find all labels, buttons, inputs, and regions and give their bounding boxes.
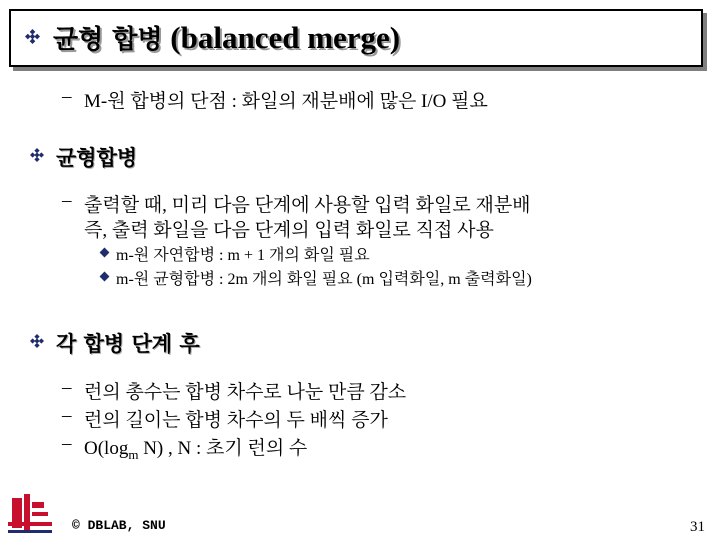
diamond-cluster-icon bbox=[30, 148, 44, 162]
title-hangul: 균형 합병 bbox=[53, 25, 163, 55]
section-heading: 균형합병 bbox=[56, 146, 138, 170]
sub-bullet-text: m-원 균형합병 : 2m 개의 화일 필요 (m 입력화일, m 출력화일) bbox=[116, 271, 532, 288]
small-diamond-icon bbox=[100, 248, 110, 258]
dash-bullet: – bbox=[62, 377, 72, 398]
bullet-text: 즉, 출력 화일을 다음 단계의 입력 화일로 직접 사용 bbox=[84, 220, 494, 241]
dash-bullet: – bbox=[62, 86, 72, 107]
snu-dblab-logo bbox=[4, 492, 54, 536]
formula-part: O(log bbox=[84, 438, 129, 459]
dash-bullet: – bbox=[62, 190, 72, 211]
small-diamond-icon bbox=[100, 272, 110, 282]
bullet-text: 런의 길이는 합병 차수의 두 배씩 증가 bbox=[84, 410, 388, 431]
bullet-text: 런의 총수는 합병 차수로 나눈 만큼 감소 bbox=[84, 382, 407, 403]
title-box bbox=[9, 9, 703, 67]
page-title bbox=[53, 19, 400, 56]
bullet-text bbox=[84, 433, 307, 463]
formula-subscript: m bbox=[128, 446, 139, 462]
diamond-cluster-icon bbox=[30, 334, 44, 348]
sub-bullet-text: m-원 자연합병 : m + 1 개의 화일 필요 bbox=[116, 247, 370, 264]
diamond-cluster-icon bbox=[25, 29, 40, 44]
bullet-text: 출력할 때, 미리 다음 단계에 사용할 입력 화일로 재분배 bbox=[84, 195, 531, 216]
dash-bullet: – bbox=[62, 405, 72, 426]
dash-bullet: – bbox=[62, 433, 72, 454]
title-latin: (balanced merge) bbox=[170, 20, 401, 55]
bullet-text: M-원 합병의 단점 : 화일의 재분배에 많은 I/O 필요 bbox=[84, 91, 488, 112]
formula-part: N) , N : 초기 런의 수 bbox=[138, 438, 308, 459]
page-number: 31 bbox=[690, 519, 705, 535]
section-heading: 각 합병 단계 후 bbox=[56, 332, 200, 356]
copyright-text: © DBLAB, SNU bbox=[72, 518, 166, 533]
